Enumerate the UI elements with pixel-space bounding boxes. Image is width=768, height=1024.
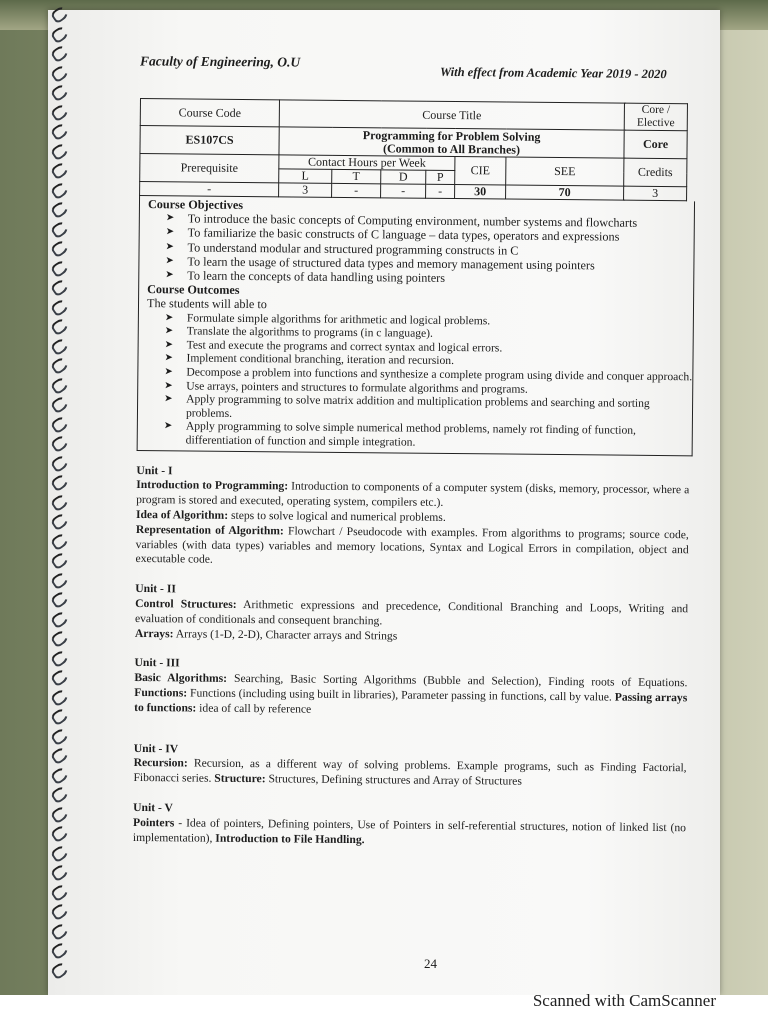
tutorial-label: T [332, 169, 381, 183]
outcome-item: ➤ Apply programming to solve matrix addition and multiplication problems and searching and sorting problems. [164, 392, 650, 420]
unit-4 [133, 741, 686, 791]
unit-3 [134, 656, 688, 720]
spiral-ring [50, 453, 71, 473]
outcome-item: ➤ Translate the algorithms to programs (in c language). [164, 324, 434, 341]
unit-4-para-1: Recursion: Recursion, as a different way of solving problems. Example programs, such as Finding Factorial, Fibonacci series. Structure: Structures, Defining structures and Array of Structures [133, 756, 687, 788]
syllabus-content [133, 98, 695, 866]
spiral-ring [50, 5, 71, 25]
lecture-label: L [279, 169, 332, 184]
objective-item: ➤ To familiarize the basic constructs of C language – data types, operators and expressions [165, 225, 620, 245]
spiral-ring [50, 570, 71, 590]
unit-5 [133, 801, 686, 851]
course-info-table [139, 98, 688, 201]
drawing-value: - [381, 184, 426, 198]
course-title-line1: Programming for Problem Solving [362, 127, 541, 144]
unit-5-para-1: Pointers - Idea of pointers, Defining pointers, Use of Pointers in self-referential structures, notion of linked list (no implementation), Introduction to File Handling. [132, 815, 687, 846]
spiral-ring [50, 902, 71, 922]
spiral-ring [50, 648, 71, 668]
arrow-bullet-icon: ➤ [164, 366, 173, 378]
outcome-item: ➤ Formulate simple algorithms for arithmetic and logical problems. [164, 311, 491, 327]
unit-1 [135, 464, 689, 573]
core-elective-label: Core / Elective [624, 103, 687, 131]
spiral-ring [50, 629, 71, 649]
spiral-ring [50, 765, 71, 785]
spiral-ring [50, 726, 71, 746]
course-title-line2: (Common to All Branches) [382, 140, 521, 157]
outcomes-intro: The students will able to [146, 296, 267, 312]
spiral-ring [50, 63, 71, 83]
unit-3-para-1: Basic Algorithms: Searching, Basic Sorting Algorithms (Bubble and Selection), Finding roots of Equations. Functions: Functions (including using built in libraries), Parameter passing in functions, call by value. Passing arrays to functions: idea of call by reference [134, 671, 688, 716]
drawing-label: D [381, 170, 426, 184]
unit-2 [135, 582, 689, 646]
spiral-ring [50, 804, 71, 824]
contact-hours-label: Contact Hours per Week [279, 155, 455, 171]
spiral-ring [50, 239, 71, 259]
outcome-item: ➤ Decompose a problem into functions and synthesize a complete program using divide and conquer approach. [164, 365, 693, 384]
spiral-ring [50, 180, 71, 200]
spiral-ring [50, 707, 71, 727]
arrow-bullet-icon: ➤ [165, 269, 174, 281]
outcome-item: ➤ Apply programming to solve simple numerical method problems, namely rot finding of function, differentiation of function and simple integration. [163, 419, 637, 449]
unit-4-heading: Unit - IV [133, 741, 179, 755]
spiral-ring [50, 590, 71, 610]
arrow-bullet-icon: ➤ [164, 339, 174, 351]
camscanner-watermark: Scanned with CamScanner [532, 991, 716, 1010]
spiral-ring [50, 824, 71, 844]
prerequisite-label: Prerequisite [140, 154, 279, 183]
lecture-value: 3 [279, 183, 332, 198]
arrow-bullet-icon: ➤ [165, 255, 174, 267]
arrow-bullet-icon: ➤ [164, 352, 173, 364]
objective-item: ➤ To understand modular and structured programming constructs in C [165, 240, 519, 258]
practical-value: - [426, 184, 455, 198]
objective-item: ➤ To learn the usage of structured data types and memory management using pointers [165, 254, 595, 273]
spiral-ring [50, 395, 71, 415]
objectives-heading: Course Objectives [147, 197, 244, 212]
spiral-ring [50, 882, 71, 902]
spiral-ring [50, 297, 71, 317]
outcomes-list [146, 311, 693, 452]
spiral-ring [50, 375, 71, 395]
practical-label: P [426, 170, 455, 184]
spiral-ring [50, 44, 71, 64]
spiral-ring [50, 609, 71, 629]
outcome-item: ➤ Test and execute the programs and correct syntax and logical errors. [164, 338, 503, 355]
spiral-ring [50, 317, 71, 337]
cie-value: 30 [455, 185, 506, 199]
outcomes-heading: Course Outcomes [147, 282, 240, 298]
course-code-value: ES107CS [140, 126, 279, 155]
arrow-bullet-icon: ➤ [165, 212, 175, 224]
units-section [133, 464, 690, 851]
spiral-ring [50, 551, 71, 571]
spiral-ring [50, 122, 71, 142]
prerequisite-value: - [140, 182, 279, 197]
spiral-ring [50, 941, 71, 961]
page-number: 24 [424, 956, 437, 971]
course-title-value [279, 127, 624, 158]
see-value: 70 [506, 185, 624, 200]
spiral-ring [50, 921, 71, 941]
spiral-ring [50, 863, 71, 883]
spiral-ring [50, 843, 71, 863]
unit-2-para-1: Control Structures: Arithmetic expressions and precedence, Conditional Branching and Loops, Writing and evaluation of conditionals and consequent branching. [134, 596, 689, 628]
objectives-list [147, 211, 694, 287]
spiral-ring [50, 278, 71, 298]
outcome-item: ➤ Implement conditional branching, iteration and recursion. [164, 351, 455, 368]
unit-1-para-1: Introduction to Programming: Introduction to components of a computer system (disks, memory, processor, where a program is stored and executed, operating system, compilers etc.). [136, 478, 690, 510]
credits-label: Credits [624, 158, 687, 187]
spiral-ring [50, 258, 71, 278]
unit-1-para-3: Representation of Algorithm: Flowchart / Pseudocode with examples. From algorithms to programs; source code, variables (with data types) variables and memory locations, Syntax and Logical Errors in compilation, object and executable code. [135, 522, 689, 567]
credits-value: 3 [624, 186, 687, 201]
unit-1-para-2: Idea of Algorithm: steps to solve logical and numerical problems. [135, 507, 446, 524]
core-value: Core [624, 130, 687, 159]
spiral-ring [50, 161, 71, 181]
spiral-ring [50, 102, 71, 122]
spiral-ring [50, 531, 71, 551]
faculty-header: Faculty of Engineering, O.U [139, 53, 301, 70]
arrow-bullet-icon: ➤ [163, 420, 173, 432]
see-label: SEE [506, 157, 624, 186]
arrow-bullet-icon: ➤ [164, 325, 174, 337]
unit-2-para-2: Arrays: Arrays (1-D, 2-D), Character arrays and Strings [134, 626, 398, 643]
spiral-binding [50, 0, 72, 990]
spiral-ring [50, 141, 71, 161]
course-title-label: Course Title [279, 100, 624, 130]
unit-5-heading: Unit - V [133, 800, 173, 815]
spiral-ring [50, 24, 71, 44]
spiral-ring [50, 336, 71, 356]
course-code-label: Course Code [140, 99, 279, 127]
arrow-bullet-icon: ➤ [165, 240, 175, 252]
unit-3-heading: Unit - III [134, 656, 180, 670]
objectives-outcomes-box [137, 196, 695, 456]
spiral-ring [50, 512, 71, 532]
arrow-bullet-icon: ➤ [165, 226, 175, 238]
cie-label: CIE [455, 157, 506, 185]
spiral-ring [50, 960, 71, 980]
spiral-ring [50, 492, 71, 512]
spiral-ring [50, 83, 71, 103]
spiral-ring [50, 746, 71, 766]
spiral-ring [50, 356, 71, 376]
spiral-ring [50, 200, 71, 220]
arrow-bullet-icon: ➤ [164, 379, 173, 391]
effective-year-header: With effect from Academic Year 2019 - 2020 [439, 64, 667, 82]
spiral-ring [50, 668, 71, 688]
spiral-ring [50, 687, 71, 707]
spiral-ring [50, 473, 71, 493]
unit-1-heading: Unit - I [136, 463, 173, 477]
spiral-ring [50, 414, 71, 434]
spiral-ring [50, 434, 71, 454]
tutorial-value: - [332, 183, 381, 197]
unit-2-heading: Unit - II [135, 582, 176, 596]
objective-item: ➤ To learn the concepts of data handling using pointers [165, 268, 446, 285]
spiral-ring [50, 785, 71, 805]
outcome-item: ➤ Use arrays, pointers and structures to formulate algorithms and programs. [164, 379, 528, 396]
objective-item: ➤ To introduce the basic concepts of Computing environment, number systems and flowcharts [165, 211, 638, 230]
arrow-bullet-icon: ➤ [164, 393, 173, 405]
spiral-ring [50, 219, 71, 239]
arrow-bullet-icon: ➤ [164, 311, 174, 323]
